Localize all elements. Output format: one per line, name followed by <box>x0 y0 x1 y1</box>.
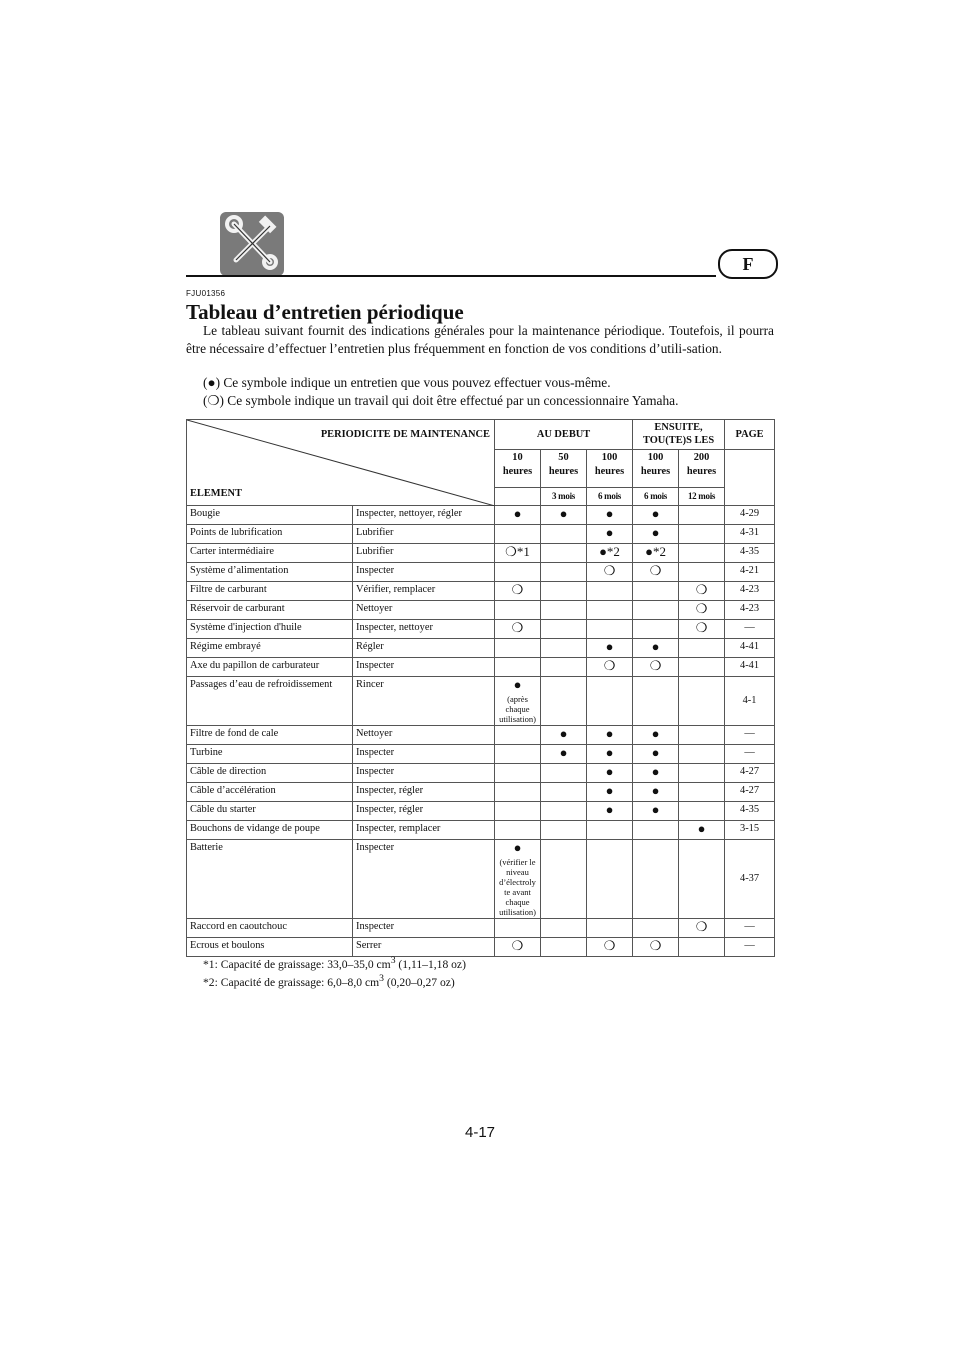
schedule-cell <box>495 938 541 957</box>
schedule-cell <box>633 840 679 919</box>
schedule-cell <box>495 821 541 840</box>
row-page: — <box>725 620 775 639</box>
schedule-cell <box>495 563 541 582</box>
schedule-cell <box>633 506 679 525</box>
row-element: Raccord en caoutchouc <box>187 919 353 938</box>
header-page: PAGE <box>725 420 775 450</box>
header-ensuite-line2: TOU(TE)S LES <box>642 435 715 446</box>
header-month-0: 3 mois <box>541 488 587 506</box>
schedule-cell <box>633 563 679 582</box>
schedule-cell <box>587 506 633 525</box>
schedule-mark: ❍ <box>603 938 616 953</box>
schedule-mark: ●*2 <box>645 544 666 559</box>
schedule-cell <box>541 639 587 658</box>
row-page: 4-1 <box>725 677 775 726</box>
table-row <box>187 840 775 919</box>
schedule-mark: ● <box>651 802 660 817</box>
schedule-cell <box>587 601 633 620</box>
schedule-cell <box>679 919 725 938</box>
schedule-cell <box>679 783 725 802</box>
schedule-cell <box>633 525 679 544</box>
schedule-cell <box>679 726 725 745</box>
table-row <box>187 745 775 764</box>
table-row <box>187 821 775 840</box>
schedule-cell <box>679 764 725 783</box>
row-element: Système d'injection d'huile <box>187 620 353 639</box>
schedule-cell <box>587 783 633 802</box>
table-row <box>187 802 775 821</box>
schedule-mark: ❍ <box>511 582 524 597</box>
schedule-cell <box>679 802 725 821</box>
schedule-mark: ● <box>513 677 522 692</box>
schedule-cell <box>587 802 633 821</box>
row-element: Points de lubrification <box>187 525 353 544</box>
table-row <box>187 658 775 677</box>
schedule-cell <box>633 745 679 764</box>
row-page: — <box>725 919 775 938</box>
schedule-cell <box>495 544 541 563</box>
schedule-mark: ❍ <box>649 938 662 953</box>
row-page: 4-27 <box>725 764 775 783</box>
schedule-mark: ● <box>605 726 614 741</box>
schedule-mark: ● <box>697 821 706 836</box>
row-element: Carter intermédiaire <box>187 544 353 563</box>
schedule-cell <box>679 821 725 840</box>
page-title: Tableau d’entretien périodique <box>186 300 464 324</box>
row-action: Inspecter <box>353 919 495 938</box>
table-row <box>187 544 775 563</box>
hours-value: 100 <box>647 452 664 463</box>
page-number: 4-17 <box>464 1124 496 1141</box>
schedule-mark: ❍ <box>511 938 524 953</box>
row-action: Inspecter <box>353 840 495 919</box>
schedule-mark: ❍ <box>603 658 616 673</box>
tools-icon <box>220 212 284 276</box>
row-action: Lubrifier <box>353 544 495 563</box>
row-element: Ecrous et boulons <box>187 938 353 957</box>
legend-self-text: Ce symbole indique un entretien que vous pouvez effectuer vous-même. <box>223 375 611 390</box>
header-element: ELEMENT <box>190 488 242 499</box>
schedule-mark: ● <box>651 639 660 654</box>
schedule-mark: ● <box>559 745 568 760</box>
schedule-cell <box>587 525 633 544</box>
row-action: Inspecter, remplacer <box>353 821 495 840</box>
schedule-cell <box>633 821 679 840</box>
schedule-cell <box>633 783 679 802</box>
schedule-mark: ●*2 <box>599 544 620 559</box>
hours-unit: heures <box>594 466 625 477</box>
schedule-cell <box>541 802 587 821</box>
schedule-mark: ❍ <box>695 919 708 934</box>
schedule-cell <box>633 677 679 726</box>
schedule-cell <box>541 840 587 919</box>
row-page: 4-41 <box>725 658 775 677</box>
hours-value: 200 <box>693 452 710 463</box>
schedule-mark: ● <box>651 506 660 521</box>
schedule-mark: ● <box>605 764 614 779</box>
schedule-cell <box>633 639 679 658</box>
schedule-cell <box>679 544 725 563</box>
table-row <box>187 938 775 957</box>
row-page: 4-35 <box>725 544 775 563</box>
header-ensuite <box>633 420 725 450</box>
row-action: Lubrifier <box>353 525 495 544</box>
row-page: — <box>725 726 775 745</box>
hours-value: 10 <box>512 452 523 463</box>
schedule-cell <box>679 840 725 919</box>
row-page: 4-21 <box>725 563 775 582</box>
document-code: FJU01356 <box>186 289 226 298</box>
maintenance-table <box>186 419 775 957</box>
footnote-2-suffix: (0,20–0,27 oz) <box>383 975 455 989</box>
row-page: 4-23 <box>725 582 775 601</box>
filled-circle-icon: ● <box>207 375 216 390</box>
schedule-cell <box>587 620 633 639</box>
schedule-mark: ❍*1 <box>505 544 530 559</box>
legend-self-service: (●) Ce symbole indique un entretien que vous pouvez effectuer vous-même. <box>203 375 611 390</box>
table-row <box>187 582 775 601</box>
schedule-cell <box>541 821 587 840</box>
diagonal-header-cell <box>187 420 495 506</box>
row-note: (après chaque utilisation) <box>499 694 536 724</box>
table-row <box>187 783 775 802</box>
row-element: Axe du papillon de carburateur <box>187 658 353 677</box>
schedule-cell <box>679 745 725 764</box>
intro-paragraph: Le tableau suivant fournit des indications générales pour la maintenance périodique. Toutefois, il pourra être nécessaire d’effectuer l’entretien plus fréquemment en fonction de vos conditions d’utili-sation. <box>186 323 774 356</box>
row-element: Régime embrayé <box>187 639 353 658</box>
row-action: Inspecter, nettoyer, régler <box>353 506 495 525</box>
table-row <box>187 525 775 544</box>
row-page: 4-23 <box>725 601 775 620</box>
header-hours-0 <box>495 450 541 488</box>
legend-dealer-service: (❍) Ce symbole indique un travail qui doit être effectué par un concessionnaire Yamaha. <box>203 393 679 408</box>
schedule-cell <box>587 764 633 783</box>
schedule-mark: ❍ <box>649 658 662 673</box>
row-element: Bouchons de vidange de poupe <box>187 821 353 840</box>
table-row <box>187 620 775 639</box>
schedule-cell <box>679 677 725 726</box>
schedule-cell <box>495 620 541 639</box>
schedule-mark: ● <box>605 506 614 521</box>
schedule-mark: ● <box>605 802 614 817</box>
hours-unit: heures <box>548 466 579 477</box>
schedule-mark: ● <box>559 506 568 521</box>
schedule-cell <box>633 919 679 938</box>
schedule-cell <box>587 938 633 957</box>
schedule-cell <box>495 601 541 620</box>
schedule-cell <box>679 506 725 525</box>
schedule-cell <box>587 726 633 745</box>
legend-dealer-text: Ce symbole indique un travail qui doit être effectué par un concessionnaire Yamaha. <box>227 393 679 408</box>
schedule-cell <box>495 764 541 783</box>
row-element: Bougie <box>187 506 353 525</box>
schedule-cell <box>495 726 541 745</box>
schedule-cell <box>633 601 679 620</box>
schedule-mark: ● <box>651 783 660 798</box>
row-element: Câble du starter <box>187 802 353 821</box>
schedule-mark: ❍ <box>695 582 708 597</box>
schedule-mark: ● <box>513 506 522 521</box>
schedule-cell <box>541 677 587 726</box>
schedule-mark: ● <box>559 726 568 741</box>
schedule-cell <box>587 639 633 658</box>
row-action: Inspecter, nettoyer <box>353 620 495 639</box>
row-element: Système d’alimentation <box>187 563 353 582</box>
open-circle-icon: ❍ <box>207 393 220 408</box>
header-month-1: 6 mois <box>587 488 633 506</box>
schedule-cell <box>633 544 679 563</box>
schedule-cell <box>541 745 587 764</box>
header-rule <box>186 275 716 277</box>
schedule-cell <box>541 563 587 582</box>
schedule-mark: ❍ <box>603 563 616 578</box>
schedule-cell <box>679 582 725 601</box>
table-row <box>187 764 775 783</box>
schedule-cell <box>679 639 725 658</box>
schedule-cell <box>495 802 541 821</box>
schedule-cell <box>679 620 725 639</box>
header-periodicite: PERIODICITE DE MAINTENANCE <box>320 429 490 440</box>
row-action: Nettoyer <box>353 601 495 620</box>
row-page: 4-31 <box>725 525 775 544</box>
table-row <box>187 677 775 726</box>
footnote-1-suffix: (1,11–1,18 oz) <box>395 957 466 971</box>
schedule-cell <box>541 783 587 802</box>
table-row <box>187 726 775 745</box>
footnote-2-sup: 3 <box>379 973 384 984</box>
schedule-cell <box>633 620 679 639</box>
row-page: 4-35 <box>725 802 775 821</box>
row-action: Inspecter, régler <box>353 783 495 802</box>
schedule-cell <box>541 506 587 525</box>
schedule-cell <box>541 726 587 745</box>
schedule-cell <box>633 802 679 821</box>
row-page: 4-29 <box>725 506 775 525</box>
footnote-1-sup: 3 <box>390 955 396 966</box>
row-page: — <box>725 745 775 764</box>
row-action: Régler <box>353 639 495 658</box>
schedule-cell <box>679 525 725 544</box>
schedule-cell <box>495 783 541 802</box>
footnote-1 <box>203 955 466 971</box>
row-element: Filtre de carburant <box>187 582 353 601</box>
schedule-cell <box>541 544 587 563</box>
schedule-mark: ❍ <box>511 620 524 635</box>
schedule-cell <box>495 639 541 658</box>
schedule-mark: ● <box>651 525 660 540</box>
row-action: Inspecter, régler <box>353 802 495 821</box>
header-hours-2 <box>587 450 633 488</box>
row-action: Serrer <box>353 938 495 957</box>
schedule-cell <box>495 919 541 938</box>
table-row <box>187 919 775 938</box>
row-page: — <box>725 938 775 957</box>
footnote-2 <box>203 973 455 989</box>
schedule-mark: ● <box>651 745 660 760</box>
schedule-cell <box>495 840 541 919</box>
schedule-cell <box>541 620 587 639</box>
row-action: Rincer <box>353 677 495 726</box>
table-row <box>187 506 775 525</box>
schedule-cell <box>541 764 587 783</box>
row-action: Inspecter <box>353 658 495 677</box>
schedule-mark: ● <box>651 726 660 741</box>
schedule-cell <box>587 677 633 726</box>
row-page: 4-41 <box>725 639 775 658</box>
row-action: Inspecter <box>353 745 495 764</box>
schedule-mark: ❍ <box>695 620 708 635</box>
schedule-cell <box>541 658 587 677</box>
row-element: Passages d’eau de refroidissement <box>187 677 353 726</box>
schedule-mark: ● <box>605 783 614 798</box>
header-month-2: 6 mois <box>633 488 679 506</box>
schedule-cell <box>495 658 541 677</box>
schedule-cell <box>495 525 541 544</box>
table-row <box>187 639 775 658</box>
row-element: Batterie <box>187 840 353 919</box>
row-action: Vérifier, remplacer <box>353 582 495 601</box>
row-element: Câble de direction <box>187 764 353 783</box>
hours-value: 50 <box>558 452 569 463</box>
schedule-mark: ● <box>513 840 522 855</box>
row-action: Inspecter <box>353 563 495 582</box>
schedule-cell <box>587 544 633 563</box>
row-page: 4-27 <box>725 783 775 802</box>
row-page: 3-15 <box>725 821 775 840</box>
header-au-debut: AU DEBUT <box>495 420 633 450</box>
schedule-cell <box>541 525 587 544</box>
header-month-blank <box>495 488 541 506</box>
schedule-cell <box>587 658 633 677</box>
schedule-mark: ● <box>605 639 614 654</box>
schedule-mark: ● <box>651 764 660 779</box>
hours-unit: heures <box>686 466 717 477</box>
header-month-3: 12 mois <box>679 488 725 506</box>
row-element: Filtre de fond de cale <box>187 726 353 745</box>
row-page: 4-37 <box>725 840 775 919</box>
schedule-cell <box>587 840 633 919</box>
header-hours-3 <box>633 450 679 488</box>
schedule-cell <box>633 658 679 677</box>
schedule-cell <box>541 919 587 938</box>
schedule-cell <box>587 919 633 938</box>
footnote-1-text: *1: Capacité de graissage: 33,0–35,0 cm <box>203 957 391 971</box>
header-hours-4 <box>679 450 725 488</box>
row-note: (vérifier le niveau d’électroly te avant chaque utilisation) <box>499 857 536 917</box>
language-badge: F <box>718 249 778 279</box>
table-row <box>187 563 775 582</box>
footnote-2-text: *2: Capacité de graissage: 6,0–8,0 cm <box>203 975 380 989</box>
schedule-cell <box>679 658 725 677</box>
schedule-cell <box>495 506 541 525</box>
header-ensuite-line1: ENSUITE, <box>654 422 703 433</box>
hours-unit: heures <box>502 466 533 477</box>
table-row <box>187 601 775 620</box>
schedule-cell <box>633 764 679 783</box>
hours-unit: heures <box>640 466 671 477</box>
schedule-cell <box>679 563 725 582</box>
schedule-cell <box>633 726 679 745</box>
schedule-mark: ❍ <box>695 601 708 616</box>
schedule-cell <box>495 582 541 601</box>
schedule-cell <box>633 582 679 601</box>
schedule-cell <box>679 938 725 957</box>
schedule-cell <box>541 601 587 620</box>
hours-value: 100 <box>601 452 618 463</box>
schedule-cell <box>587 745 633 764</box>
header-hours-1 <box>541 450 587 488</box>
schedule-mark: ● <box>605 745 614 760</box>
schedule-cell <box>495 745 541 764</box>
header-page-blank <box>725 450 775 506</box>
row-element: Câble d’accélération <box>187 783 353 802</box>
schedule-cell <box>633 938 679 957</box>
schedule-cell <box>587 582 633 601</box>
row-element: Turbine <box>187 745 353 764</box>
row-element: Réservoir de carburant <box>187 601 353 620</box>
schedule-cell <box>495 677 541 726</box>
schedule-cell <box>541 938 587 957</box>
schedule-cell <box>587 821 633 840</box>
schedule-mark: ❍ <box>649 563 662 578</box>
schedule-cell <box>679 601 725 620</box>
schedule-cell <box>541 582 587 601</box>
row-action: Nettoyer <box>353 726 495 745</box>
row-action: Inspecter <box>353 764 495 783</box>
schedule-cell <box>587 563 633 582</box>
schedule-mark: ● <box>605 525 614 540</box>
